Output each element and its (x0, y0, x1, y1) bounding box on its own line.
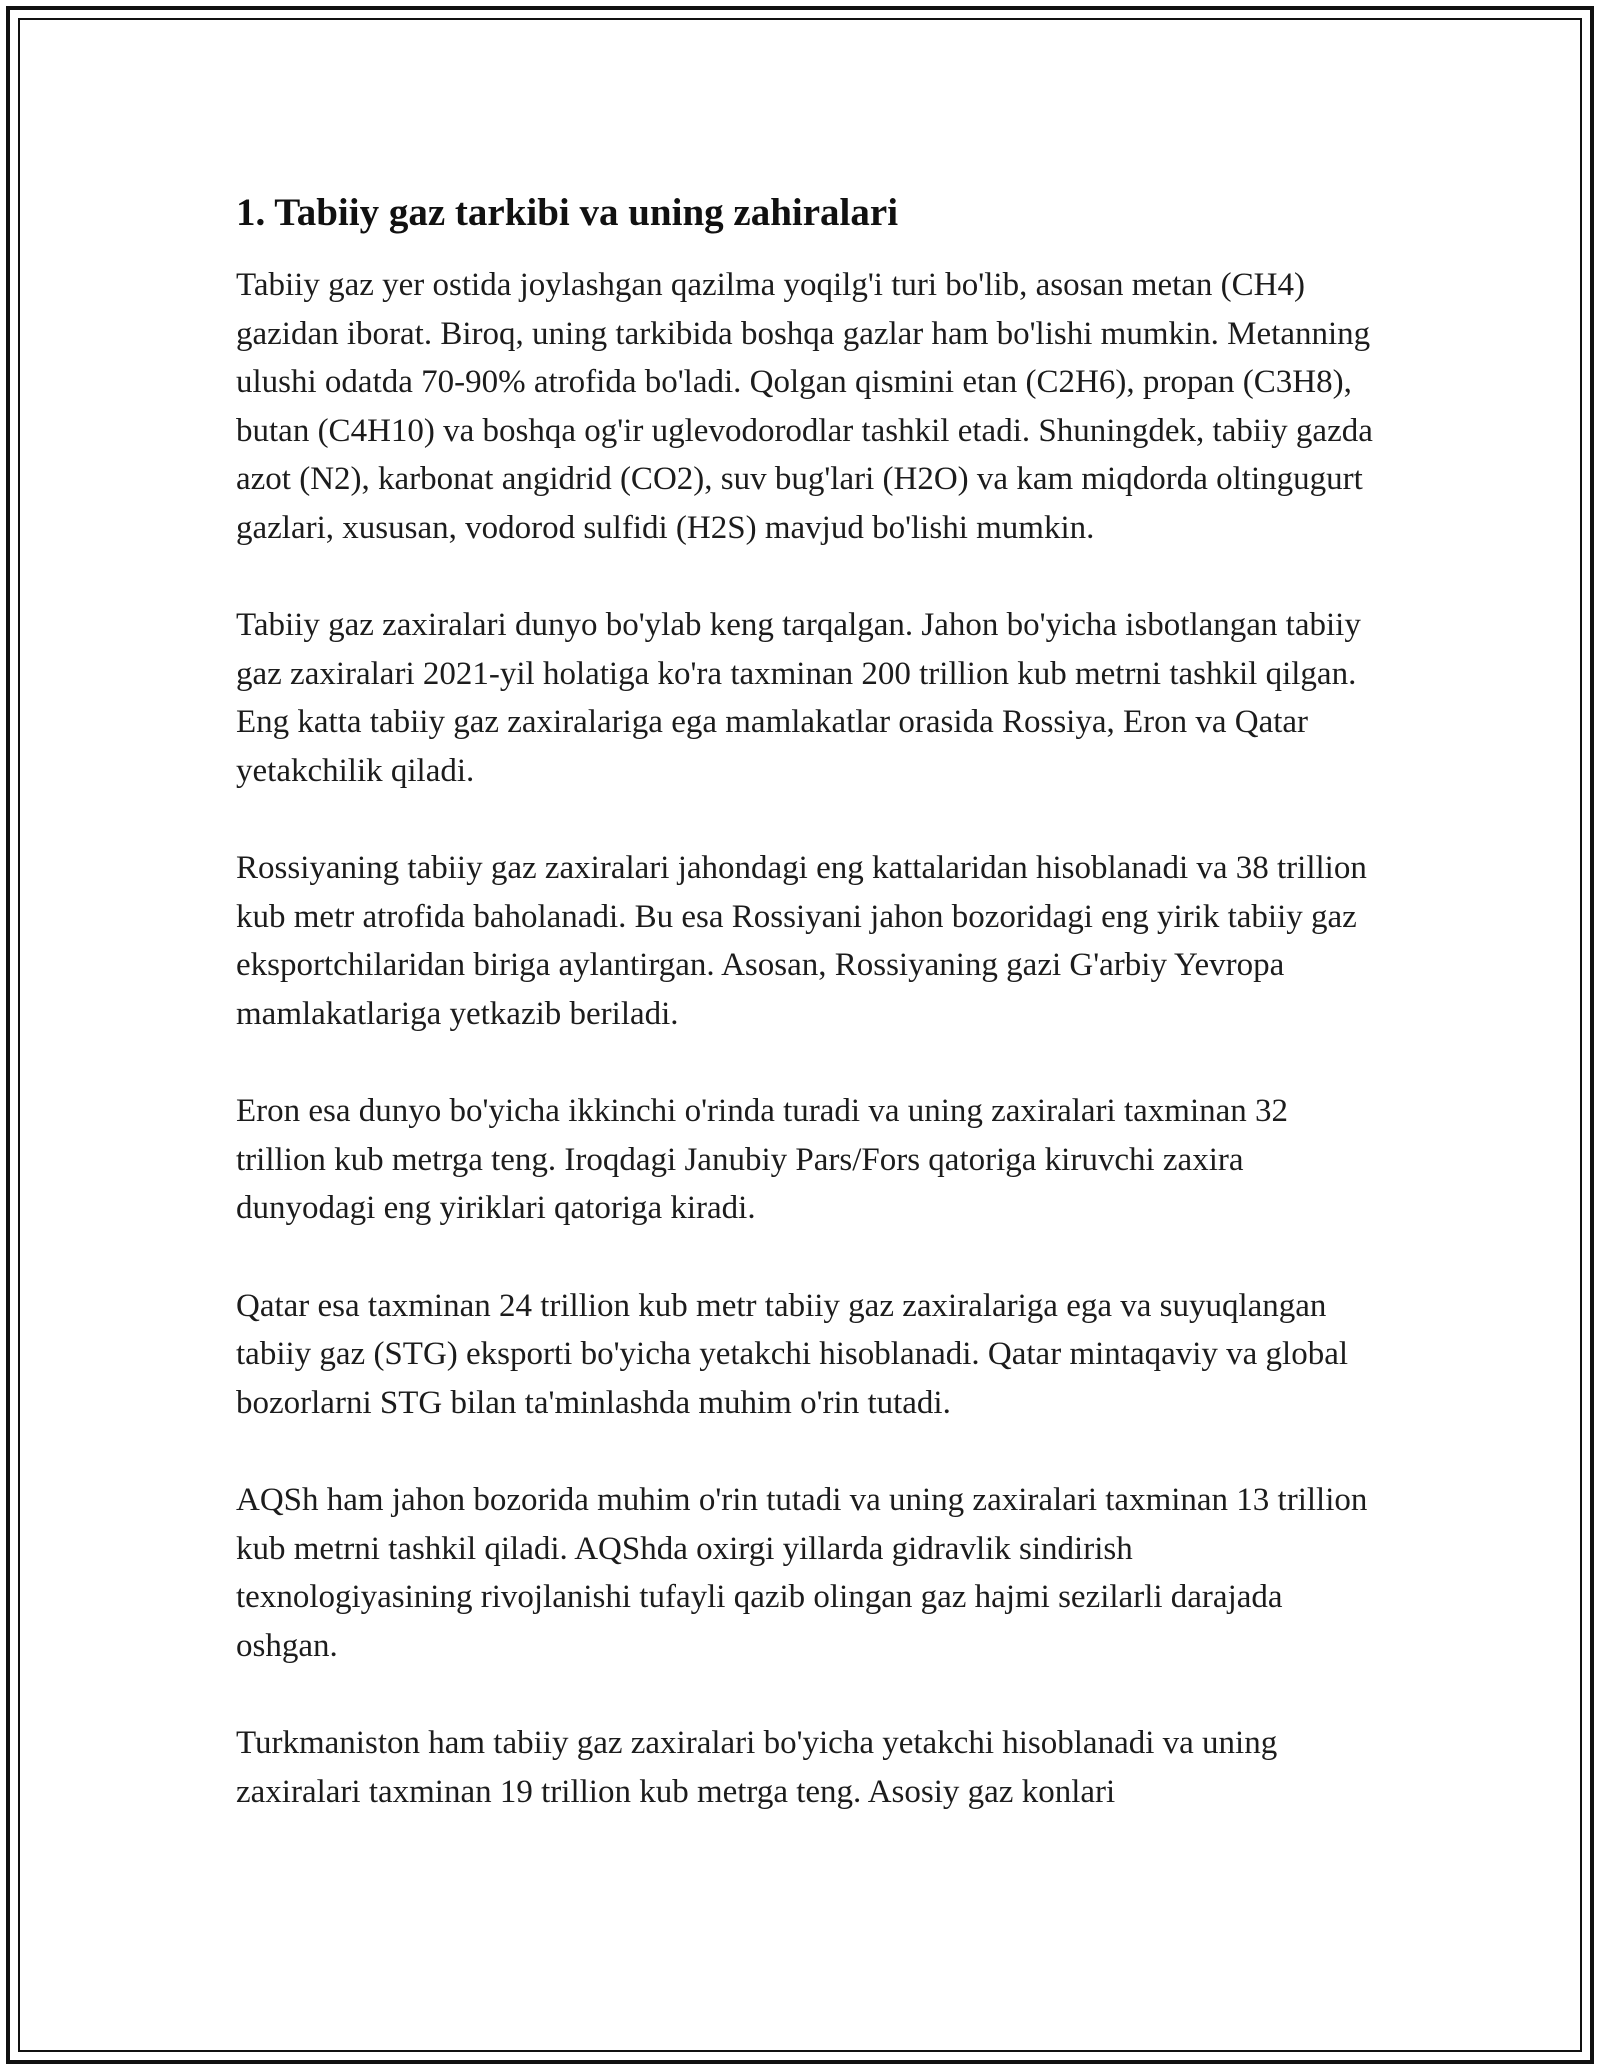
paragraph-russia: Rossiyaning tabiiy gaz zaxiralari jahondagi eng kattalaridan hisoblanadi va 38 trillion kub metr atrofida baholanadi. Bu esa Rossiyani jahon bozoridagi eng yirik tabiiy gaz eksportchilaridan biriga aylantirgan. Asosan, Rossiyaning gazi G'arbiy Yevropa mamlakatlariga yetkazib beriladi. (236, 850, 1367, 1032)
section-heading: 1. Tabiiy gaz tarkibi va uning zahiralari (236, 191, 899, 234)
paragraph-qatar: Qatar esa taxminan 24 trillion kub metr tabiiy gaz zaxiralariga ega va suyuqlangan tabiiy gaz (STG) eksporti bo'yicha yetakchi hisoblanadi. Qatar mintaqaviy va global bozorlarni STG bilan ta'minlashda muhim o'rin tutadi. (236, 1287, 1349, 1421)
paragraph-composition: Tabiiy gaz yer ostida joylashgan qazilma yoqilg'i turi bo'lib, asosan metan (CH4) gazidan iborat. Biroq, uning tarkibida boshqa gazlar ham bo'lishi mumkin. Metanning ulushi odatda 70-90% atrofida bo'ladi. Qolgan qismini etan (C2H6), propan (C3H8), butan (C4H10) va boshqa og'ir uglevodorodlar tashkil etadi. Shuningdek, tabiiy gazda azot (N2), karbonat angidrid (CO2), suv bug'lari (H2O) va kam miqdorda oltingugurt gazlari, xususan, vodorod sulfidi (H2S) mavjud bo'lishi mumkin. (236, 267, 1373, 546)
paragraph-turkmenistan: Turkmaniston ham tabiiy gaz zaxiralari bo'yicha yetakchi hisoblanadi va uning zaxiralari taxminan 19 trillion kub metrga teng. Asosiy gaz konlari (236, 1725, 1278, 1810)
paragraph-iran: Eron esa dunyo bo'yicha ikkinchi o'rinda turadi va uning zaxiralari taxminan 32 trillion kub metrga teng. Iroqdagi Janubiy Pars/Fors qatoriga kiruvchi zaxira dunyodagi eng yiriklari qatoriga kiradi. (236, 1093, 1289, 1226)
paragraph-usa: AQSh ham jahon bozorida muhim o'rin tutadi va uning zaxiralari taxminan 13 trillion kub metrni tashkil qiladi. AQShda oxirgi yillarda gidravlik sindirish texnologiyasining rivojlanishi tufayli qazib olingan gaz hajmi sezilarli darajada oshgan. (236, 1482, 1368, 1664)
document-body (236, 185, 1376, 1865)
paragraph-world-reserves: Tabiiy gaz zaxiralari dunyo bo'ylab keng tarqalgan. Jahon bo'yicha isbotlangan tabiiy gaz zaxiralari 2021-yil holatiga ko'ra taxminan 200 trillion kub metrni tashkil qilgan. Eng katta tabiiy gaz zaxiralariga ega mamlakatlar orasida Rossiya, Eron va Qatar yetakchilik qiladi. (236, 607, 1361, 789)
